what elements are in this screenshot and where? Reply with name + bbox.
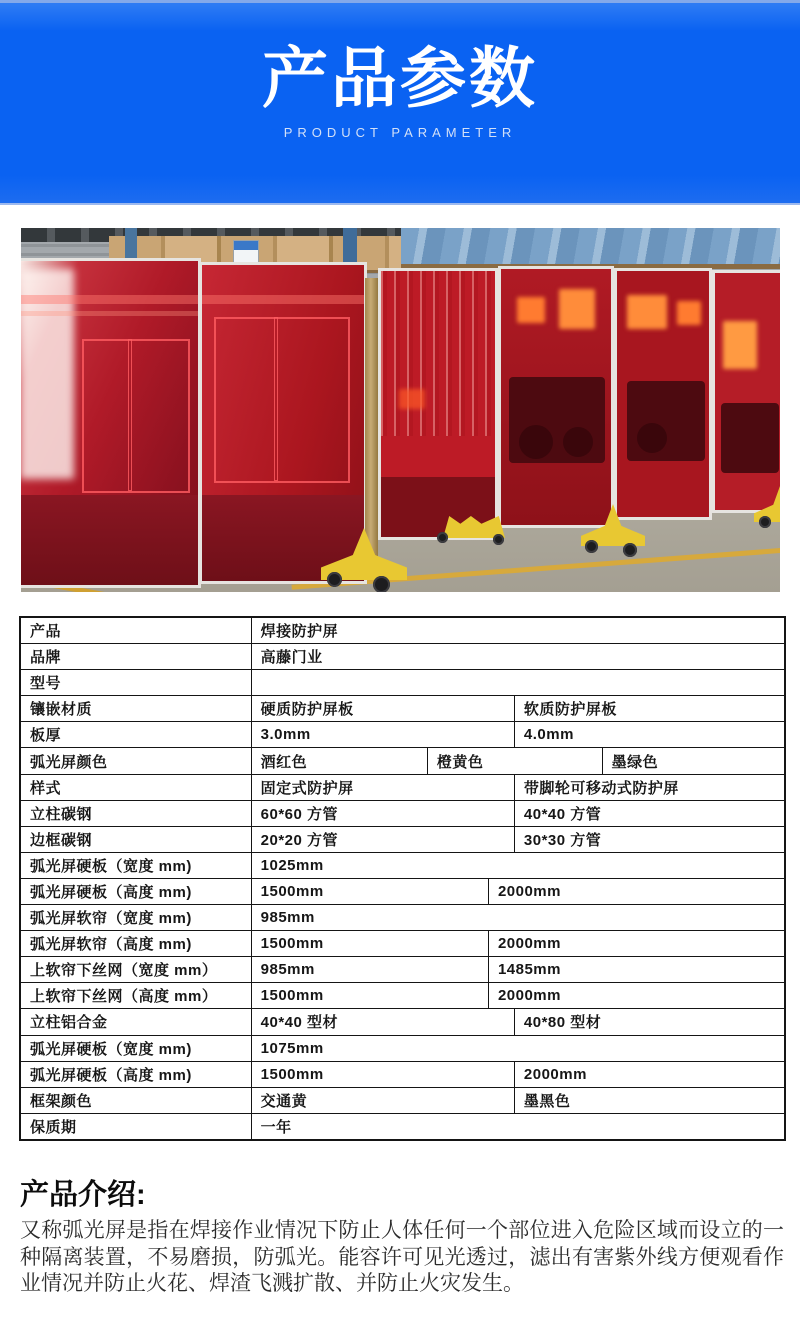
table-cell: 板厚	[30, 727, 62, 745]
blue-wrapped-pallets	[401, 228, 780, 269]
banner-title: 产品参数	[262, 41, 538, 115]
table-cell: 立柱铝合金	[30, 1014, 108, 1032]
product-photo	[21, 228, 780, 592]
table-row	[21, 982, 784, 1008]
table-cell: 1485mm	[488, 957, 784, 982]
table-cell: 1500mm	[251, 879, 488, 904]
table-row	[21, 1061, 784, 1087]
table-cell: 4.0mm	[514, 722, 784, 747]
intro-paragraph: 又称弧光屏是指在焊接作业情况下防止人体任何一个部位进入危险区域而设立的一种隔离装置，不易磨损，防弧光。能容许可见光透过，滤出有害紫外线方便观看作业情况并防止火花、焊渣飞溅扩散、并防止火灾发生。	[20, 1219, 784, 1295]
table-cell: 框架颜色	[30, 1092, 93, 1110]
table-cell: 型号	[30, 675, 62, 693]
table-cell: 弧光屏硬板（高度 mm)	[30, 883, 192, 901]
table-cell: 带脚轮可移动式防护屏	[514, 775, 784, 800]
table-cell: 上软帘下丝网（高度 mm）	[30, 988, 218, 1006]
caster-wheel	[327, 572, 342, 587]
table-row	[21, 695, 784, 721]
table-cell: 弧光屏硬板（高度 mm)	[30, 1066, 192, 1084]
table-cell: 焊接防护屏	[251, 618, 784, 643]
table-row	[21, 669, 784, 695]
table-cell: 高藤门业	[251, 644, 784, 669]
machinery-silhouette	[627, 381, 705, 461]
caster-wheel	[373, 576, 390, 592]
table-cell: 40*80 型材	[514, 1009, 784, 1034]
table-cell: 弧光屏颜色	[30, 753, 108, 771]
table-cell: 上软帘下丝网（宽度 mm）	[30, 962, 218, 980]
table-cell	[251, 670, 784, 695]
table-row	[21, 904, 784, 930]
table-cell: 1075mm	[251, 1036, 784, 1061]
table-cell: 品牌	[30, 649, 62, 667]
table-row	[21, 826, 784, 852]
table-row	[21, 774, 784, 800]
table-cell: 1025mm	[251, 853, 784, 878]
table-cell: 2000mm	[488, 983, 784, 1008]
table-cell: 40*40 型材	[251, 1009, 514, 1034]
caster-wheel	[437, 532, 448, 543]
table-cell: 60*60 方管	[251, 801, 514, 826]
machinery-silhouette	[721, 403, 779, 473]
table-cell: 保质期	[30, 1118, 77, 1136]
table-cell: 1500mm	[251, 1062, 514, 1087]
table-cell: 橙黄色	[427, 748, 602, 773]
table-cell: 立柱碳钢	[30, 805, 93, 823]
product-parameter-banner	[0, 0, 800, 205]
table-row	[21, 878, 784, 904]
table-cell: 样式	[30, 779, 62, 797]
wooden-post	[365, 278, 378, 580]
table-row	[21, 1008, 784, 1034]
table-row	[21, 643, 784, 669]
table-cell: 墨黑色	[514, 1088, 784, 1113]
caster-wheel	[493, 534, 504, 545]
table-cell: 2000mm	[488, 931, 784, 956]
table-cell: 3.0mm	[251, 722, 514, 747]
table-cell: 一年	[251, 1114, 784, 1139]
table-cell: 硬质防护屏板	[251, 696, 514, 721]
intro-heading: 产品介绍:	[20, 1179, 146, 1211]
red-screen-panel	[199, 262, 367, 584]
reflected-frame	[82, 339, 190, 493]
red-screen-panel	[498, 266, 614, 528]
table-cell: 软质防护屏板	[514, 696, 784, 721]
table-cell: 固定式防护屏	[251, 775, 514, 800]
table-cell: 985mm	[251, 905, 784, 930]
table-cell: 产品	[30, 623, 62, 641]
reflected-frame	[214, 317, 350, 483]
table-cell: 弧光屏软帘（高度 mm)	[30, 936, 192, 954]
table-cell: 30*30 方管	[514, 827, 784, 852]
red-screen-panel	[614, 268, 712, 520]
table-row	[21, 1035, 784, 1061]
table-cell: 镶嵌材质	[30, 701, 93, 719]
table-cell: 985mm	[251, 957, 488, 982]
table-row	[21, 956, 784, 982]
table-row	[21, 721, 784, 747]
banner-subtitle: PRODUCT PARAMETER	[283, 125, 517, 140]
table-cell: 边框碳钢	[30, 831, 93, 849]
table-row	[21, 618, 784, 643]
table-cell: 1500mm	[251, 983, 488, 1008]
table-cell: 弧光屏硬板（宽度 mm)	[30, 857, 192, 875]
table-cell: 40*40 方管	[514, 801, 784, 826]
table-cell: 2000mm	[514, 1062, 784, 1087]
table-row	[21, 930, 784, 956]
table-row	[21, 747, 784, 773]
table-row	[21, 1087, 784, 1113]
red-screen-panel	[712, 270, 780, 513]
specs-table	[19, 616, 786, 1141]
table-cell: 墨绿色	[602, 748, 784, 773]
table-cell: 1500mm	[251, 931, 488, 956]
table-cell: 酒红色	[251, 748, 427, 773]
table-cell: 弧光屏硬板（宽度 mm)	[30, 1040, 192, 1058]
red-screen-panel	[21, 258, 201, 588]
caster-wheel	[759, 516, 771, 528]
table-cell: 20*20 方管	[251, 827, 514, 852]
caster-wheel	[585, 540, 598, 553]
table-cell: 交通黄	[251, 1088, 514, 1113]
table-cell: 弧光屏软帘（宽度 mm)	[30, 910, 192, 928]
table-row	[21, 1113, 784, 1139]
table-row	[21, 852, 784, 878]
table-row	[21, 800, 784, 826]
red-curtain-panel	[378, 268, 498, 540]
caster-wheel	[623, 543, 637, 557]
table-cell: 2000mm	[488, 879, 784, 904]
